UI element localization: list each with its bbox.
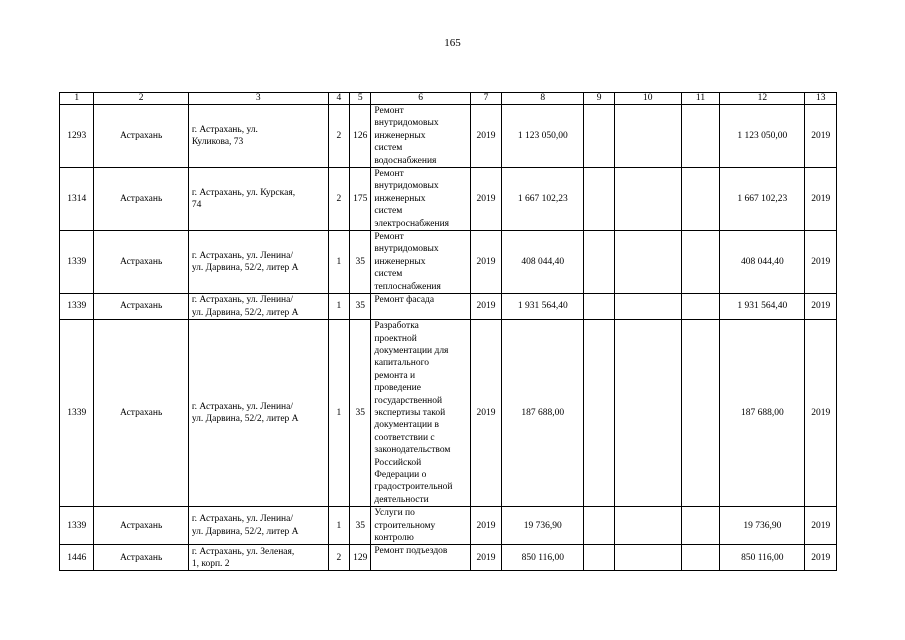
apartments-cell: 126 — [350, 105, 371, 168]
floors-cell: 1 — [328, 507, 349, 545]
work-type-cell-line: Российской — [374, 457, 422, 468]
work-type-cell-line: контролю — [374, 533, 414, 543]
city-cell: Астрахань — [94, 294, 188, 320]
col9-cell — [584, 507, 614, 545]
work-type-cell-line: внутридомовых — [374, 118, 439, 129]
column-header: 12 — [720, 93, 805, 105]
work-type-cell-line: капитального — [374, 358, 429, 369]
work-type-cell-line: деятельности — [374, 494, 429, 505]
col9-cell — [584, 545, 614, 571]
work-type-cell-line: экспертизы такой — [374, 407, 446, 418]
work-type-cell-line: теплоснабжения — [374, 281, 441, 292]
col9-cell — [584, 320, 614, 507]
city-cell: Астрахань — [94, 105, 188, 168]
cost-cell: 19 736,90 — [502, 507, 584, 545]
address-cell-line: 1, корп. 2 — [191, 558, 230, 569]
city-cell: Астрахань — [94, 507, 188, 545]
col9-cell — [584, 105, 614, 168]
address-cell — [188, 294, 328, 320]
table-body — [60, 93, 837, 571]
year-cell: 2019 — [470, 105, 501, 168]
col11-cell — [681, 545, 720, 571]
col9-cell — [584, 168, 614, 231]
work-type-cell-line: Ремонт подъездов — [374, 546, 448, 557]
end-year-cell: 2019 — [805, 105, 837, 168]
col9-cell — [584, 231, 614, 294]
total-cell: 19 736,90 — [720, 507, 805, 545]
column-header: 8 — [502, 93, 584, 105]
work-type-cell-line: инженерных — [374, 256, 426, 267]
apartments-cell: 35 — [350, 320, 371, 507]
apartments-cell: 129 — [350, 545, 371, 571]
apartments-cell: 175 — [350, 168, 371, 231]
col10-cell — [614, 507, 681, 545]
floors-cell: 1 — [328, 294, 349, 320]
address-cell-line: г. Астрахань, ул. — [191, 124, 258, 135]
address-cell-line: г. Астрахань, ул. Зеленая, — [191, 546, 295, 557]
end-year-cell: 2019 — [805, 231, 837, 294]
apartments-cell: 35 — [350, 231, 371, 294]
apartments-cell: 35 — [350, 507, 371, 545]
city-cell: Астрахань — [94, 168, 188, 231]
col9-cell — [584, 294, 614, 320]
col10-cell — [614, 105, 681, 168]
work-type-cell-line: Услуги по — [374, 508, 415, 519]
work-type-cell-line: Ремонт — [374, 232, 404, 243]
total-cell: 187 688,00 — [720, 320, 805, 507]
col11-cell — [681, 320, 720, 507]
address-cell-line: г. Астрахань, ул. Ленина/ — [191, 250, 293, 261]
work-type-cell-line: Ремонт — [374, 169, 404, 180]
address-cell-line: г. Астрахань, ул. Ленина/ — [191, 401, 293, 412]
total-cell: 1 667 102,23 — [720, 168, 805, 231]
col11-cell — [681, 231, 720, 294]
total-cell: 408 044,40 — [720, 231, 805, 294]
work-type-cell-line: государственной — [374, 395, 443, 406]
address-cell-line: Куликова, 73 — [191, 137, 244, 148]
column-header: 13 — [805, 93, 837, 105]
address-cell — [188, 507, 328, 545]
address-cell — [188, 320, 328, 507]
floors-cell: 1 — [328, 231, 349, 294]
work-type-cell-line: строительному — [374, 520, 436, 531]
end-year-cell: 2019 — [805, 320, 837, 507]
work-type-cell-line: водоснабжения — [374, 155, 437, 166]
work-type-cell-line: Разработка — [374, 321, 419, 332]
end-year-cell: 2019 — [805, 168, 837, 231]
work-type-cell-line: законодательством — [374, 445, 451, 456]
work-type-cell-line: соответствии с — [374, 432, 435, 443]
address-cell-line: ул. Дарвина, 52/2, литер А — [191, 263, 299, 274]
year-cell: 2019 — [470, 168, 501, 231]
work-type-cell-line: Федерации о — [374, 469, 427, 480]
year-cell: 2019 — [470, 545, 501, 571]
work-type-cell-line: систем — [374, 143, 403, 154]
table-row — [60, 320, 837, 507]
work-type-cell-line: ремонта и — [374, 370, 416, 381]
work-type-cell-line: внутридомовых — [374, 181, 439, 192]
col11-cell — [681, 168, 720, 231]
row-id-cell: 1339 — [60, 231, 94, 294]
city-cell: Астрахань — [94, 320, 188, 507]
cost-cell: 1 123 050,00 — [502, 105, 584, 168]
column-numbers-row — [60, 93, 837, 105]
address-cell — [188, 168, 328, 231]
table-row — [60, 168, 837, 231]
year-cell: 2019 — [470, 294, 501, 320]
work-type-cell-line: документации для — [374, 345, 449, 356]
address-cell-line: г. Астрахань, ул. Ленина/ — [191, 295, 293, 306]
floors-cell: 1 — [328, 320, 349, 507]
table-row — [60, 105, 837, 168]
col11-cell — [681, 507, 720, 545]
table-row — [60, 231, 837, 294]
work-type-cell-line: инженерных — [374, 193, 426, 204]
cost-cell: 1 667 102,23 — [502, 168, 584, 231]
table-row — [60, 294, 837, 320]
work-type-cell — [371, 320, 470, 507]
row-id-cell: 1293 — [60, 105, 94, 168]
column-header: 6 — [371, 93, 470, 105]
work-type-cell-line: документации в — [374, 420, 439, 431]
address-cell-line: ул. Дарвина, 52/2, литер А — [191, 307, 299, 318]
work-type-cell-line: градостроительной — [374, 482, 453, 493]
column-header: 2 — [94, 93, 188, 105]
col10-cell — [614, 545, 681, 571]
work-type-cell — [371, 231, 470, 294]
col11-cell — [681, 105, 720, 168]
end-year-cell: 2019 — [805, 507, 837, 545]
column-header: 3 — [188, 93, 328, 105]
work-type-cell-line: проведение — [374, 383, 421, 394]
total-cell: 1 931 564,40 — [720, 294, 805, 320]
table-row — [60, 545, 837, 571]
end-year-cell: 2019 — [805, 294, 837, 320]
floors-cell: 2 — [328, 545, 349, 571]
col10-cell — [614, 294, 681, 320]
cost-cell: 1 931 564,40 — [502, 294, 584, 320]
work-type-cell-line: систем — [374, 206, 403, 217]
year-cell: 2019 — [470, 231, 501, 294]
total-cell: 1 123 050,00 — [720, 105, 805, 168]
cost-cell: 187 688,00 — [502, 320, 584, 507]
col11-cell — [681, 294, 720, 320]
row-id-cell: 1339 — [60, 320, 94, 507]
cost-cell: 408 044,40 — [502, 231, 584, 294]
row-id-cell: 1339 — [60, 507, 94, 545]
column-header: 11 — [681, 93, 720, 105]
work-type-cell-line: внутридомовых — [374, 244, 439, 255]
col10-cell — [614, 168, 681, 231]
work-type-cell-line: проектной — [374, 333, 417, 344]
col10-cell — [614, 320, 681, 507]
col10-cell — [614, 231, 681, 294]
total-cell: 850 116,00 — [720, 545, 805, 571]
work-type-cell-line: инженерных — [374, 130, 426, 141]
work-type-cell — [371, 545, 470, 571]
end-year-cell: 2019 — [805, 545, 837, 571]
city-cell: Астрахань — [94, 545, 188, 571]
address-cell-line: ул. Дарвина, 52/2, литер А — [191, 414, 299, 425]
work-type-cell-line: Ремонт — [374, 106, 404, 116]
floors-cell: 2 — [328, 105, 349, 168]
column-header: 9 — [584, 93, 614, 105]
column-header: 10 — [614, 93, 681, 105]
apartments-cell: 35 — [350, 294, 371, 320]
capital-repair-table — [59, 92, 837, 571]
row-id-cell: 1446 — [60, 545, 94, 571]
column-header: 4 — [328, 93, 349, 105]
work-type-cell-line: систем — [374, 269, 403, 280]
column-header: 1 — [60, 93, 94, 105]
address-cell — [188, 231, 328, 294]
address-cell-line: ул. Дарвина, 52/2, литер А — [191, 526, 299, 537]
cost-cell: 850 116,00 — [502, 545, 584, 571]
page-number: 165 — [444, 37, 461, 49]
row-id-cell: 1314 — [60, 168, 94, 231]
work-type-cell — [371, 294, 470, 320]
city-cell: Астрахань — [94, 231, 188, 294]
column-header: 7 — [470, 93, 501, 105]
row-id-cell: 1339 — [60, 294, 94, 320]
work-type-cell-line: Ремонт фасада — [374, 295, 435, 306]
year-cell: 2019 — [470, 507, 501, 545]
work-type-cell — [371, 105, 470, 168]
work-type-cell — [371, 168, 470, 231]
table-row — [60, 507, 837, 545]
work-type-cell-line: электроснабжения — [374, 218, 450, 229]
work-type-cell — [371, 507, 470, 545]
address-cell — [188, 545, 328, 571]
address-cell — [188, 105, 328, 168]
floors-cell: 2 — [328, 168, 349, 231]
address-cell-line: 74 — [191, 200, 202, 211]
column-header: 5 — [350, 93, 371, 105]
year-cell: 2019 — [470, 320, 501, 507]
address-cell-line: г. Астрахань, ул. Курская, — [191, 187, 296, 198]
address-cell-line: г. Астрахань, ул. Ленина/ — [191, 514, 293, 525]
